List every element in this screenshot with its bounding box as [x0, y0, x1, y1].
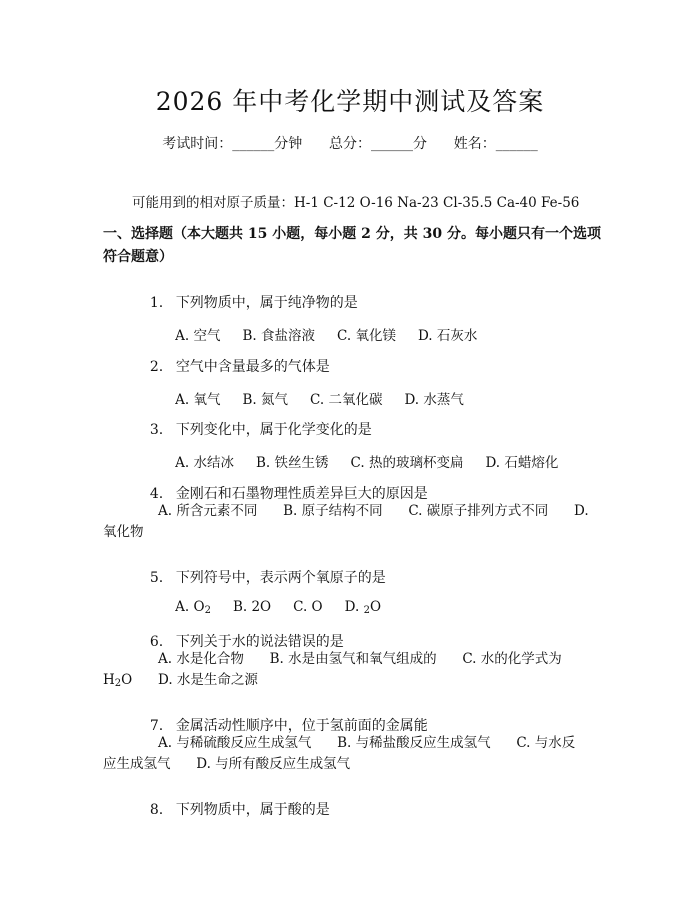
question-4-options: A. 所含元素不同 B. 原子结构不同 C. 碳原子排列方式不同 D.	[158, 503, 589, 519]
question-number: 1.	[149, 295, 164, 311]
question-text: 下列物质中，属于酸的是	[175, 802, 330, 818]
question-8	[132, 783, 330, 835]
question-text: 下列变化中，属于化学变化的是	[175, 422, 372, 438]
question-text: 下列物质中，属于纯净物的是	[175, 295, 358, 311]
question-number: 7.	[149, 718, 164, 734]
option-a: A. 水结冰	[175, 455, 235, 471]
question-number: 8.	[149, 802, 164, 818]
option-d: D. 水蒸气	[404, 392, 464, 408]
question-text: 空气中含量最多的气体是	[175, 359, 330, 375]
question-text: 金刚石和石墨物理性质差异巨大的原因是	[175, 486, 428, 502]
atomic-masses-note: 可能用到的相对原子质量：H-1 C-12 O-16 Na-23 Cl-35.5 Ca-40 Fe-56	[132, 195, 580, 211]
option-d: D. $_2$O	[344, 599, 382, 616]
question-number: 6.	[149, 634, 164, 650]
question-7-options: A. 与稀硫酸反应生成氢气 B. 与稀盐酸反应生成氢气 C. 与水反	[158, 735, 576, 751]
option-c: C. O	[293, 599, 323, 615]
question-number: 3.	[149, 422, 164, 438]
question-number: 4.	[149, 486, 164, 502]
question-number: 2.	[149, 359, 164, 375]
page-title: 2026 年中考化学期中测试及答案	[155, 87, 545, 116]
option-b: B. 铁丝生锈	[256, 455, 329, 471]
exam-meta: 考试时间：______分钟 总分：______分 姓名：______	[162, 136, 538, 152]
question-text: 金属活动性顺序中，位于氢前面的金属能	[175, 718, 428, 734]
option-b: B. 氮气	[242, 392, 289, 408]
option-c: C. 热的玻璃杯变扁	[350, 455, 464, 471]
question-7-options-cont: 应生成氢气 D. 与所有酸反应生成氢气	[103, 756, 351, 772]
option-b: B. 2O	[232, 599, 272, 615]
option-a: A. 氧气	[175, 392, 221, 408]
option-a: A. $O_2$	[175, 599, 211, 616]
option-c: C. 二氧化碳	[310, 392, 383, 408]
option-d: D. 石蜡熔化	[485, 455, 559, 471]
option-d: D. 石灰水	[417, 328, 478, 344]
question-text: 下列符号中，表示两个氧原子的是	[175, 570, 386, 586]
option-a: A. 空气	[175, 328, 221, 344]
section-heading: 一、选择题（本大题共 15 小题，每小题 2 分，共 30 分。每小题只有一个选项符合题意）	[103, 226, 601, 265]
option-c: C. 氧化镁	[337, 328, 396, 344]
question-text: 下列关于水的说法错误的是	[175, 634, 344, 650]
question-number: 5.	[149, 570, 164, 586]
question-6-options-cont: $H_2O$ D. 水是生命之源	[103, 672, 258, 689]
question-6-options: A. 水是化合物 B. 水是由氢气和氧气组成的 C. 水的化学式为	[158, 651, 562, 667]
option-b: B. 食盐溶液	[242, 328, 316, 344]
question-4-options-cont: 氧化物	[103, 524, 144, 540]
